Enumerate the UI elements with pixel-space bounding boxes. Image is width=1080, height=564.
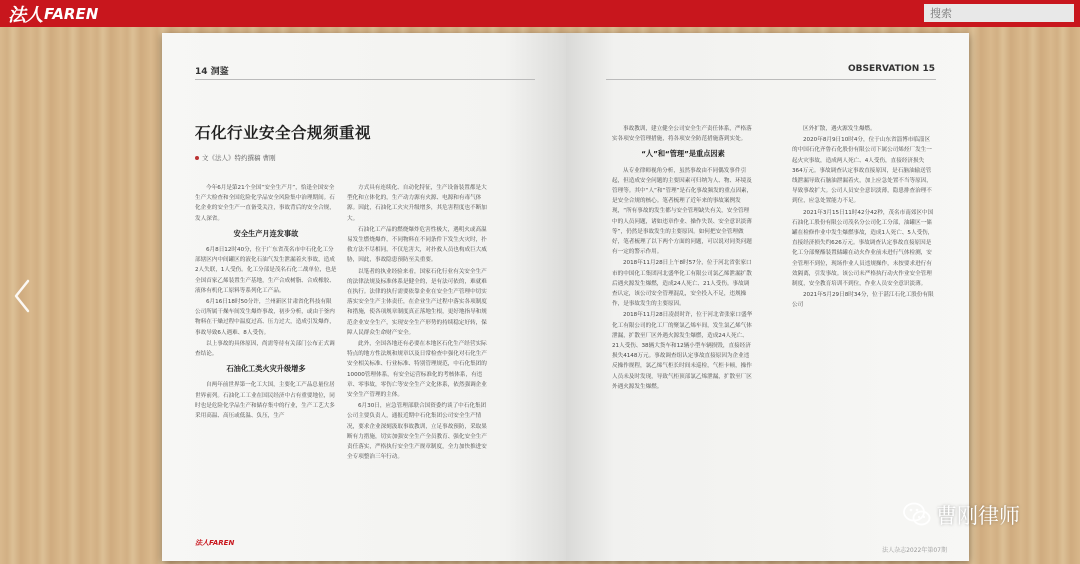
paragraph: 以笔者的执业经验来看，国家石化行业有关安全生产的法律法规及标准体系是健全的，是有法可依的，难就难在执行。法律的执行需要依靠企业在安全生产管理中切实落实安全生产主体责任，在企业生产过程中落实各项制度和措施，使各项规章制度真正落地生根，更好地指导和规范企业安全生产，实现安全生产形势的持续稳定好转，保障人民群众生命财产安全。 xyxy=(347,268,487,336)
left-page xyxy=(162,33,566,561)
article-byline xyxy=(195,153,276,162)
paragraph: 2020年8月9日10时4分，位于山东省淄博市临淄区的中国石化齐鲁石化股份有限公司下属公司烯烃厂发生一起火灾事故，造成两人死亡、4人受伤，直接经济损失364万元。事故调查认定事故直接原因，是石脑油输送管线泄漏导致石脑油泄漏着火，加上应急处置不当等原因，导致事故扩大。公司人员安全意识淡薄，隐患排查治理不到位，应急处置能力不足。 xyxy=(792,137,932,205)
right-page-column-1 xyxy=(612,124,754,534)
logo-cn-text: 法人 xyxy=(8,4,42,26)
chevron-left-icon[interactable] xyxy=(10,278,34,314)
top-bar xyxy=(0,0,1080,27)
paragraph: 以上事故的具体原因，尚需等待有关部门公布正式调查结论。 xyxy=(195,340,335,358)
paragraph: 事故教训，建立健全公司安全生产责任体系，严格落实各项安全管理措施，将各项安全防范措施落到实处。 xyxy=(612,126,752,143)
watermark xyxy=(902,500,1020,530)
section-heading: “人”和“管理”是重点因素 xyxy=(641,149,725,159)
faren-logo[interactable] xyxy=(8,3,98,24)
logo-en-text: FAREN xyxy=(44,4,99,23)
watermark-text: 曹刚律师 xyxy=(936,504,1020,528)
paragraph: 2021年3月15日11时42分42秒，茂名市南郊区中国石油化工股份有限公司茂名分公司化工分部，油罐区一储罐在检修作业中发生爆燃事故，造成1人死亡、5人受伤，直接经济损失约626万元。事故调查认定事故直接原因是化工分部聚酯装置储罐在动火作业前未进行气体检测，安全管理不到位，现场作业人员违规操作，未按要求进行有效隔离，引发事故。该公司未严格执行动火作业安全管理制度，安全教育培训不到位，作业人员安全意识淡薄。 xyxy=(792,209,934,288)
paragraph: 6月30日，应急管理部联合国资委约谈了中石化集团公司主要负责人，通报近期中石化集团公司安全生产情况，要求企业深刻汲取事故教训，立足事故预防，采取果断有力措施，切实加强安全生产全员教育、强化安全生产责任落实，严格执行安全生产规章制度，全力加快推进安全专项整治三年行动。 xyxy=(347,403,487,461)
paragraph: 石油化工产品的燃烧爆炸危害性极大，遇明火或高温易发生燃烧爆炸，不同物料在不同条件下发生火灾时，扑救方法不尽相同，不仅危害大，对扑救人员也构成巨大威胁，因此，事故隐患预防至关重要。 xyxy=(347,226,487,264)
paragraph: 今年6月是第21个全国“安全生产月”，恰逢全国安全生产大检查和全国危险化学品安全风险集中治理期间。石化企业的安全生产一直备受关注，事故背后的安全合规，发人深省。 xyxy=(195,185,335,222)
paragraph: 2021年5月29日8时34分，位于湛江石化工股份有限公司 xyxy=(792,292,934,309)
running-head-left: 14 洞鉴 xyxy=(195,67,229,77)
magazine-spread xyxy=(162,33,969,561)
paragraph: 6月8日12时40分，位于广东省茂名市中石化化工分部辖区内中间罐区的液化石油气发生泄漏着火事故，造成2人失联，1人受伤。化工分部是茂名石化二战单位，也是全国首家乙烯装置生产基地，生产合成树脂、合成橡胶、液体有机化工原料等系列化工产品。 xyxy=(195,247,337,294)
search-input[interactable] xyxy=(924,4,1074,22)
running-head-right: OBSERVATION 15 xyxy=(847,64,935,74)
paragraph: 自两年前世界第一化工大国，主要化工产品总量位居世界前列。石油化工工业在国民经济中占有重要地位，同时也是危险化学品生产和储存集中的行业，生产工艺大多采用高温、高压或低温、负压，生产 xyxy=(195,382,335,420)
header-rule xyxy=(195,79,535,80)
right-page xyxy=(566,33,969,561)
paragraph: 此外，全国各地还有必要在本地区石化生产经营实际特点的地方性法规和规章以及日常检查中强化对石化生产安全相关标准、行业标准、特别管理规范，中石化集团的10000管理体系，有安全运营标准化的考核体系，有违章、零事故，零伤亡等安全生产文化体系，依然强调企业安全生产管理的主体。 xyxy=(347,341,487,399)
left-page-column-2 xyxy=(347,183,489,533)
paragraph: 6月16日18时50分许，兰州新区甘肃省化科技有限公司所属干燥车间发生爆炸事故，初步分析，或由于釜内物料在干燥过程中温度过高、压力过大，造成引发爆炸，事故导致6人遇难、8人受伤。 xyxy=(195,299,335,336)
byline-text: 文《法人》特约撰稿 曹刚 xyxy=(202,154,276,162)
issue-label: 法人杂志2022年第07期 xyxy=(882,547,947,554)
paragraph: 方式具有连续化、自动化特征，生产设备装置都是大型化和立体化的，生产动力源有火源、电源和有毒气体源。因此，石油化工火灾升级增多，其危害程度也不断加大。 xyxy=(347,185,487,222)
left-page-column-1 xyxy=(195,183,337,533)
section-heading: 石油化工类火灾升级增多 xyxy=(226,364,306,374)
paragraph: 2018年11月28日凌晨时许，位于河北省张家口盛华化工有限公司的化工厂的聚氯乙烯车间，发生氯乙烯气体泄漏，扩散至厂区外遇火源发生爆燃，造成24人死亡、21人受伤、38辆大货车和12辆小型车辆损毁，直接经济损失4148万元。事故调查组认定事故直接原因为企业违反操作规程，氯乙烯气柜长时间未巡检，气柜卡顿，操作人员未及时发现，导致气柜顶部氯乙烯泄漏，扩散至厂区外遇火源发生爆燃。 xyxy=(612,312,753,390)
right-page-column-2 xyxy=(792,124,934,534)
wechat-icon xyxy=(902,501,932,529)
footer-logo: 法人FAREN xyxy=(195,539,235,547)
paragraph: 从专业律师视角分析，虽然事故由不同偶发事件引起，但造成安全问题的主要因素可归纳为人、物、环境及管理等。其中“人”和“管理”是石化事故频发的重点因素，是安全合规的核心。笔者梳理了近年来的事故案例发现，“所有事故的发生都与安全管理缺失有关，安全管理中的人员问题，诸如违章作业、操作失误、安全意识淡薄等”，仍然是事故发生的主要原因。如何把安全管理做好，笔者梳理了以下两个方面的问题，可以说对同类问题有一定的警示作用。 xyxy=(612,167,753,256)
bullet-dot-icon xyxy=(195,156,199,160)
section-heading: 安全生产月连发事故 xyxy=(233,228,299,238)
article-title: 石化行业安全合规须重视 xyxy=(195,123,372,142)
header-rule xyxy=(606,79,936,80)
paragraph: 区外扩散，遇火源发生爆燃。 xyxy=(803,126,876,132)
paragraph: 2018年11月28日上午8时57分，位于河北省张家口市的中国化工集团河北盛华化工有限公司氯乙烯泄漏扩散后遇火源发生爆燃，造成24人死亡、21人受伤。事故调查认定，该公司安全管理混乱，安全投入不足，违规操作，是事故发生的主要原因。 xyxy=(612,260,752,308)
